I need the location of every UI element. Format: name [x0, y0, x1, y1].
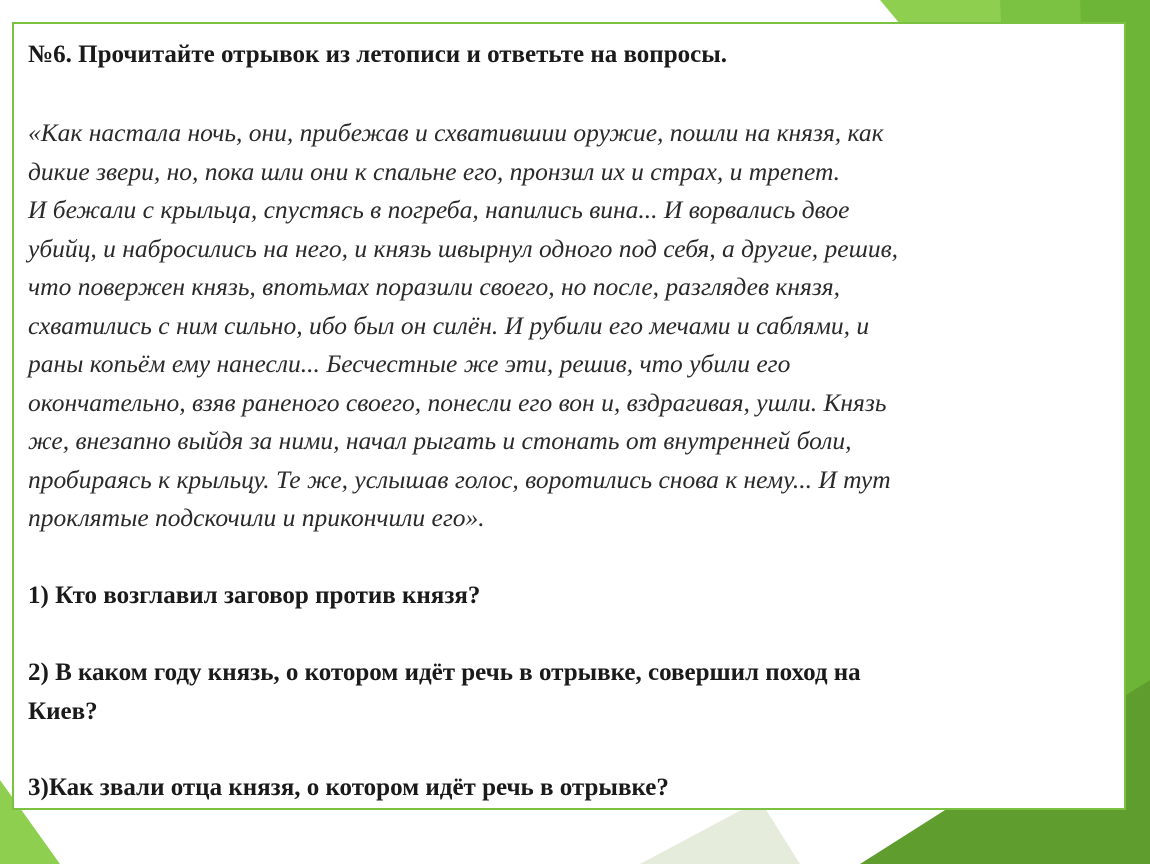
question-2: [28, 654, 1110, 731]
slide-content-box: [12, 22, 1126, 810]
slide-title: №6. Прочитайте отрывок из летописи и ответьте на вопросы.: [28, 41, 727, 68]
passage-line: «Как настала ночь, они, прибежав и схватившии оружие, пошли на князя, как: [28, 118, 884, 147]
chronicle-passage: [28, 114, 1110, 538]
question-2-line: Киев?: [28, 697, 98, 725]
passage-line: дикие звери, но, пока шли они к спальне его, пронзил их и страх, и трепет.: [28, 156, 841, 186]
passage-line: раны копьём ему нанесли... Бесчестные же эти, решив, что убили его: [28, 349, 791, 378]
question-1: 1) Кто возглавил заговор против князя?: [28, 581, 481, 609]
question-2-line: 2) В каком году князь, о котором идёт речь в отрывке, совершил поход на: [28, 659, 861, 686]
passage-line: проклятые подскочили и прикончили его».: [28, 503, 485, 532]
passage-line: окончательно, взяв раненого своего, понесли его вон и, вздрагивая, ушли. Князь: [28, 387, 887, 417]
passage-line: схватились с ним сильно, ибо был он силён. И рубили его мечами и саблями, и: [28, 310, 870, 340]
passage-line: что повержен князь, впотьмах поразили своего, но после, разглядев князя,: [28, 272, 841, 301]
passage-line: И бежали с крыльца, спустясь в погреба, напились вина... И ворвались двое: [28, 195, 850, 224]
passage-line: пробираясь к крыльцу. Те же, услышав голос, воротились снова к нему... И тут: [28, 464, 891, 494]
question-3: 3)Как звали отца князя, о котором идёт речь в отрывке?: [28, 774, 669, 801]
passage-line: убийц, и набросились на него, и князь швырнул одного под себя, а другие, решив,: [28, 233, 899, 263]
passage-line: же, внезапно выйдя за ними, начал рыгать и стонать от внутренней боли,: [28, 426, 852, 455]
